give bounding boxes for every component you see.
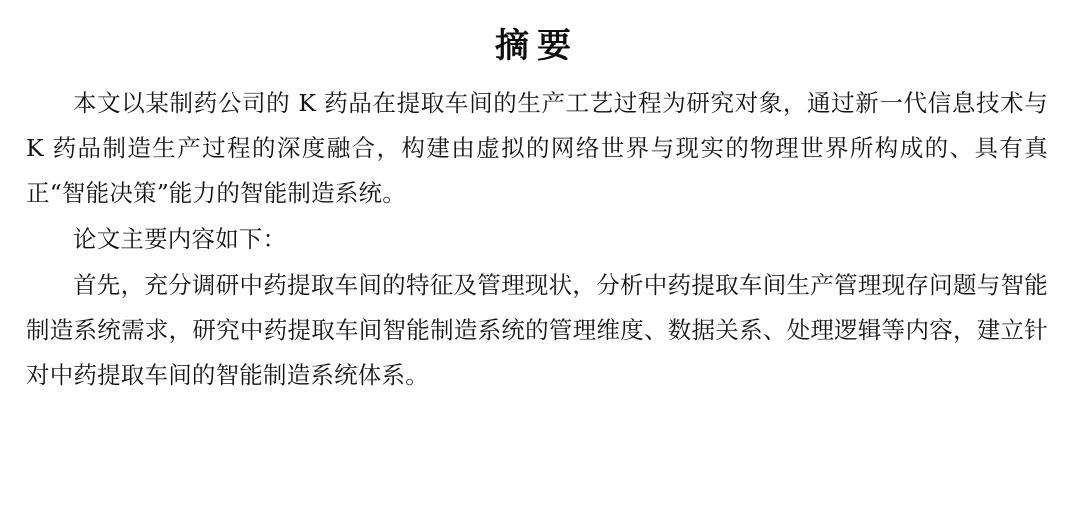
paragraph-3: 首先，充分调研中药提取车间的特征及管理现状，分析中药提取车间生产管理现存问题与智能制造系统需求，研究中药提取车间智能制造系统的管理维度、数据关系、处理逻辑等内容，建立针对中药提取车间的智能制造系统体系。 bbox=[26, 271, 1048, 390]
paragraph-1: 本文以某制药公司的 K 药品在提取车间的生产工艺过程为研究对象，通过新一代信息技术与 K 药品制造生产过程的深度融合，构建由虚拟的网络世界与现实的物理世界所构成的、具有真正“智能决策”能力的智能制造系统。 bbox=[26, 88, 1048, 208]
document-body bbox=[18, 81, 1056, 399]
paragraph-2: 论文主要内容如下： bbox=[73, 225, 287, 254]
page-title: 摘要 bbox=[495, 26, 579, 66]
document-page bbox=[0, 26, 1074, 508]
